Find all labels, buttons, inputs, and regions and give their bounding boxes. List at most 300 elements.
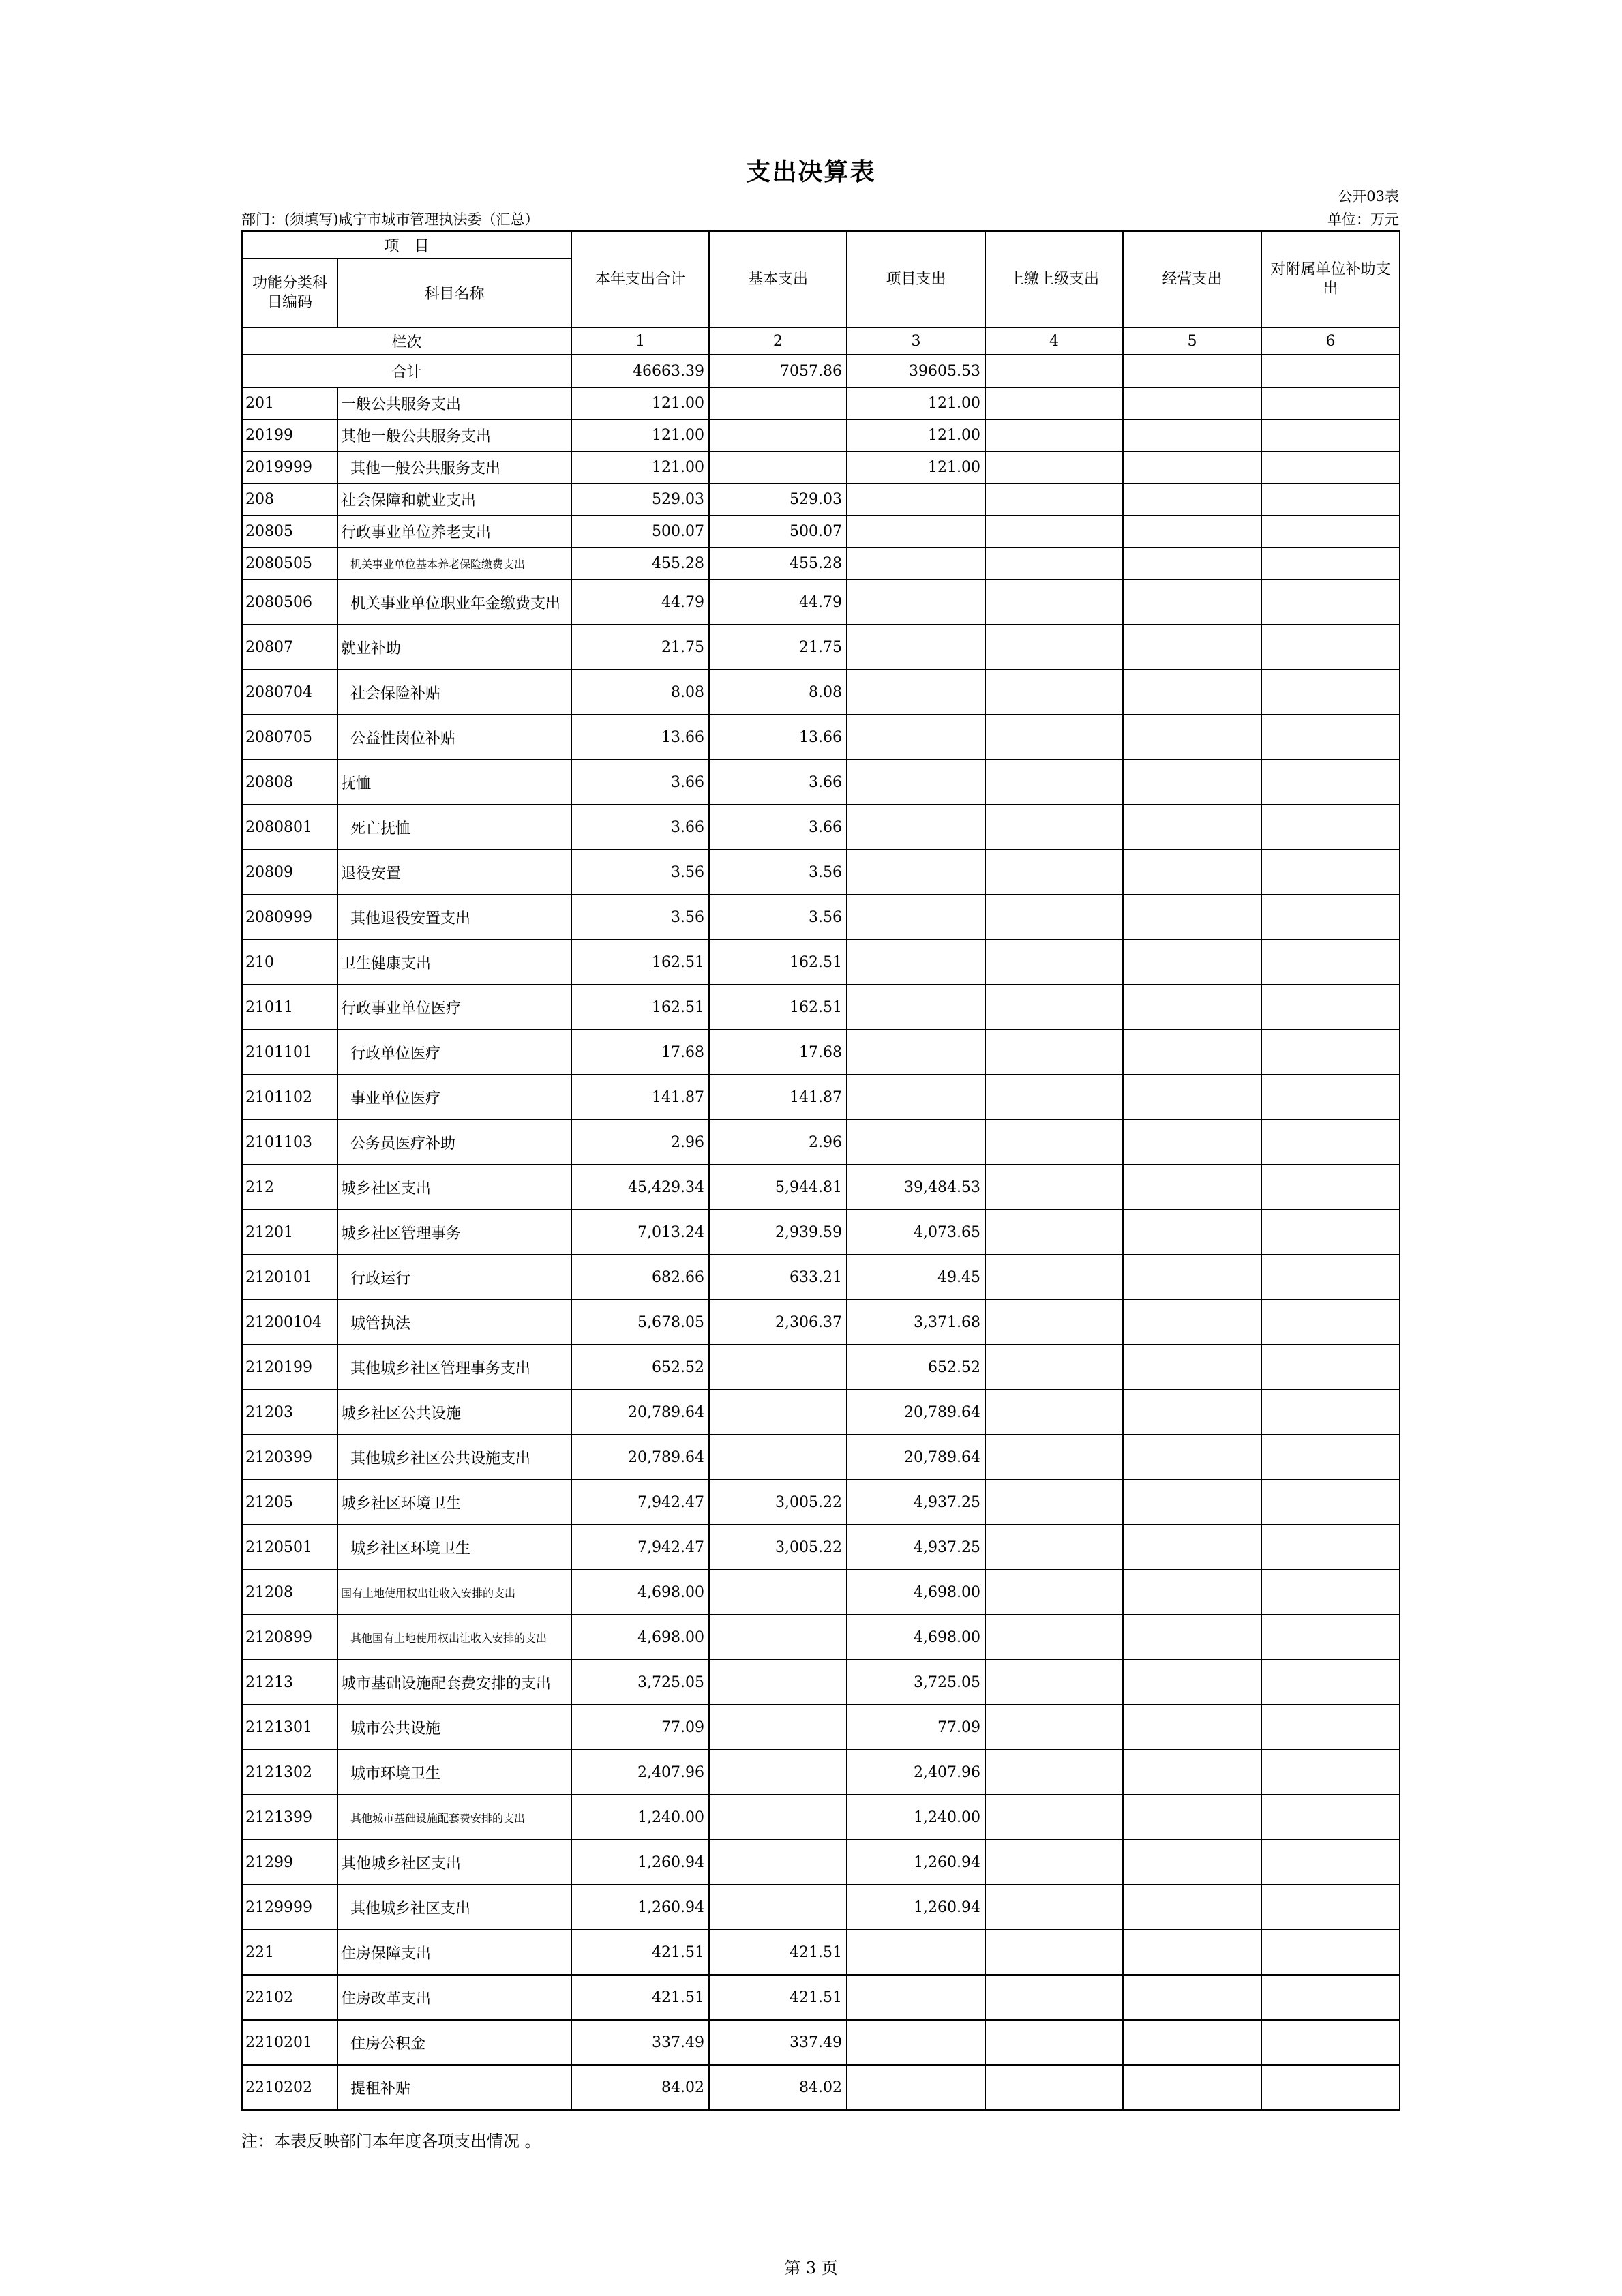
row-upper-value <box>985 1030 1123 1075</box>
row-total-value: 121.00 <box>571 387 709 419</box>
row-basic-value: 5,944.81 <box>709 1165 847 1210</box>
row-upper-value <box>985 1930 1123 1975</box>
row-project-value <box>847 805 985 850</box>
table-row <box>242 715 1400 760</box>
row-business-value <box>1123 805 1261 850</box>
row-subsidy-value <box>1261 1660 1400 1705</box>
row-upper-value <box>985 1480 1123 1525</box>
table-row <box>242 2020 1400 2065</box>
row-upper-value <box>985 1120 1123 1165</box>
row-basic-value <box>709 1435 847 1480</box>
row-subsidy-value <box>1261 1885 1400 1930</box>
row-upper-value <box>985 1435 1123 1480</box>
row-business-value <box>1123 1975 1261 2020</box>
row-upper-value <box>985 1165 1123 1210</box>
row-name: 其他城市基础设施配套费安排的支出 <box>337 1795 571 1840</box>
column-number-row <box>242 327 1400 355</box>
row-total-value: 421.51 <box>571 1930 709 1975</box>
row-name: 住房公积金 <box>337 2020 571 2065</box>
column-number-5: 5 <box>1123 327 1261 355</box>
row-total-value: 1,260.94 <box>571 1885 709 1930</box>
row-basic-value <box>709 1750 847 1795</box>
row-business-value <box>1123 516 1261 548</box>
table-row <box>242 1300 1400 1345</box>
row-name: 城乡社区支出 <box>337 1165 571 1210</box>
row-code: 2080505 <box>242 548 337 580</box>
row-project-value <box>847 715 985 760</box>
row-name: 城市环境卫生 <box>337 1750 571 1795</box>
row-project-value: 39,484.53 <box>847 1165 985 1210</box>
row-code: 2120399 <box>242 1435 337 1480</box>
row-total-value: 121.00 <box>571 419 709 451</box>
row-code: 2120199 <box>242 1345 337 1390</box>
row-name: 社会保险补贴 <box>337 670 571 715</box>
row-code: 21200104 <box>242 1300 337 1345</box>
row-business-value <box>1123 387 1261 419</box>
header-basic: 基本支出 <box>709 231 847 327</box>
row-business-value <box>1123 580 1261 625</box>
row-total-value: 44.79 <box>571 580 709 625</box>
row-total-value: 20,789.64 <box>571 1435 709 1480</box>
row-name: 其他城乡社区管理事务支出 <box>337 1345 571 1390</box>
total-business <box>1123 355 1261 387</box>
table-row <box>242 1750 1400 1795</box>
table-row <box>242 1660 1400 1705</box>
row-total-value: 162.51 <box>571 985 709 1030</box>
header-project: 项目支出 <box>847 231 985 327</box>
row-code: 21208 <box>242 1570 337 1615</box>
row-upper-value <box>985 548 1123 580</box>
row-project-value <box>847 670 985 715</box>
row-basic-value <box>709 1615 847 1660</box>
row-name: 国有土地使用权出让收入安排的支出 <box>337 1570 571 1615</box>
row-basic-value: 337.49 <box>709 2020 847 2065</box>
column-number-1: 1 <box>571 327 709 355</box>
row-code: 20807 <box>242 625 337 670</box>
total-subsidy <box>1261 355 1400 387</box>
row-total-value: 7,013.24 <box>571 1210 709 1255</box>
row-project-value: 49.45 <box>847 1255 985 1300</box>
row-total-value: 529.03 <box>571 483 709 516</box>
row-code: 2210201 <box>242 2020 337 2065</box>
table-row <box>242 850 1400 895</box>
row-total-value: 1,240.00 <box>571 1795 709 1840</box>
row-business-value <box>1123 1255 1261 1300</box>
row-upper-value <box>985 1345 1123 1390</box>
row-total-value: 337.49 <box>571 2020 709 2065</box>
row-basic-value <box>709 419 847 451</box>
row-code: 21205 <box>242 1480 337 1525</box>
row-business-value <box>1123 985 1261 1030</box>
table-row <box>242 1120 1400 1165</box>
row-subsidy-value <box>1261 1750 1400 1795</box>
row-total-value: 3,725.05 <box>571 1660 709 1705</box>
row-name: 城乡社区环境卫生 <box>337 1480 571 1525</box>
table-note: 注：本表反映部门本年度各项支出情况 。 <box>241 2132 541 2151</box>
row-business-value <box>1123 1885 1261 1930</box>
row-upper-value <box>985 850 1123 895</box>
row-project-value: 121.00 <box>847 387 985 419</box>
row-total-value: 2,407.96 <box>571 1750 709 1795</box>
row-code: 21299 <box>242 1840 337 1885</box>
row-upper-value <box>985 451 1123 483</box>
row-total-value: 13.66 <box>571 715 709 760</box>
row-basic-value: 421.51 <box>709 1930 847 1975</box>
row-total-value: 4,698.00 <box>571 1570 709 1615</box>
row-business-value <box>1123 1570 1261 1615</box>
row-total-value: 45,429.34 <box>571 1165 709 1210</box>
row-basic-value <box>709 1840 847 1885</box>
row-subsidy-value <box>1261 1615 1400 1660</box>
row-total-value: 500.07 <box>571 516 709 548</box>
row-project-value: 652.52 <box>847 1345 985 1390</box>
row-upper-value <box>985 387 1123 419</box>
row-subsidy-value <box>1261 516 1400 548</box>
row-total-value: 21.75 <box>571 625 709 670</box>
row-basic-value: 2,939.59 <box>709 1210 847 1255</box>
row-name: 机关事业单位职业年金缴费支出 <box>337 580 571 625</box>
row-code: 22102 <box>242 1975 337 2020</box>
page-number: 第 3 页 <box>784 2258 838 2278</box>
row-subsidy-value <box>1261 1210 1400 1255</box>
row-subsidy-value <box>1261 1705 1400 1750</box>
table-row <box>242 1525 1400 1570</box>
row-upper-value <box>985 2065 1123 2110</box>
row-business-value <box>1123 895 1261 940</box>
row-basic-value: 17.68 <box>709 1030 847 1075</box>
row-business-value <box>1123 1390 1261 1435</box>
row-subsidy-value <box>1261 1030 1400 1075</box>
row-total-value: 682.66 <box>571 1255 709 1300</box>
row-total-value: 7,942.47 <box>571 1525 709 1570</box>
row-code: 20805 <box>242 516 337 548</box>
header-item: 项 目 <box>242 231 571 258</box>
table-row <box>242 1075 1400 1120</box>
row-upper-value <box>985 1255 1123 1300</box>
header-code: 功能分类科目编码 <box>242 258 337 327</box>
row-code: 20199 <box>242 419 337 451</box>
table-row <box>242 1255 1400 1300</box>
table-row <box>242 419 1400 451</box>
row-upper-value <box>985 1750 1123 1795</box>
row-project-value: 121.00 <box>847 451 985 483</box>
row-business-value <box>1123 1435 1261 1480</box>
row-code: 2121302 <box>242 1750 337 1795</box>
table-row <box>242 670 1400 715</box>
row-project-value: 1,240.00 <box>847 1795 985 1840</box>
row-business-value <box>1123 2065 1261 2110</box>
row-business-value <box>1123 1300 1261 1345</box>
row-business-value <box>1123 1930 1261 1975</box>
row-name: 城市公共设施 <box>337 1705 571 1750</box>
table-row <box>242 1030 1400 1075</box>
row-upper-value <box>985 1570 1123 1615</box>
row-code: 21203 <box>242 1390 337 1435</box>
row-business-value <box>1123 1165 1261 1210</box>
table-row <box>242 1930 1400 1975</box>
row-code: 221 <box>242 1930 337 1975</box>
row-name: 城乡社区环境卫生 <box>337 1525 571 1570</box>
unit-label: 单位：万元 <box>1327 211 1399 228</box>
row-code: 2121301 <box>242 1705 337 1750</box>
row-business-value <box>1123 760 1261 805</box>
row-subsidy-value <box>1261 1075 1400 1120</box>
row-code: 21213 <box>242 1660 337 1705</box>
row-subsidy-value <box>1261 895 1400 940</box>
row-basic-value: 141.87 <box>709 1075 847 1120</box>
row-business-value <box>1123 850 1261 895</box>
row-total-value: 8.08 <box>571 670 709 715</box>
row-project-value <box>847 1075 985 1120</box>
row-upper-value <box>985 760 1123 805</box>
table-row <box>242 1435 1400 1480</box>
row-business-value <box>1123 940 1261 985</box>
row-project-value <box>847 985 985 1030</box>
row-business-value <box>1123 483 1261 516</box>
row-name: 机关事业单位基本养老保险缴费支出 <box>337 548 571 580</box>
row-subsidy-value <box>1261 1795 1400 1840</box>
row-name: 就业补助 <box>337 625 571 670</box>
table-row <box>242 483 1400 516</box>
row-business-value <box>1123 1345 1261 1390</box>
row-name: 提租补贴 <box>337 2065 571 2110</box>
row-upper-value <box>985 625 1123 670</box>
row-project-value: 4,698.00 <box>847 1615 985 1660</box>
column-number-3: 3 <box>847 327 985 355</box>
row-basic-value <box>709 1885 847 1930</box>
row-code: 210 <box>242 940 337 985</box>
row-project-value: 3,725.05 <box>847 1660 985 1705</box>
row-business-value <box>1123 1480 1261 1525</box>
row-total-value: 1,260.94 <box>571 1840 709 1885</box>
row-project-value <box>847 1975 985 2020</box>
row-total-value: 4,698.00 <box>571 1615 709 1660</box>
row-basic-value <box>709 1570 847 1615</box>
total-label: 合计 <box>242 355 571 387</box>
row-project-value: 77.09 <box>847 1705 985 1750</box>
row-subsidy-value <box>1261 2065 1400 2110</box>
row-code: 2080705 <box>242 715 337 760</box>
row-business-value <box>1123 548 1261 580</box>
total-project: 39605.53 <box>847 355 985 387</box>
row-basic-value: 529.03 <box>709 483 847 516</box>
row-project-value: 4,073.65 <box>847 1210 985 1255</box>
row-code: 2080506 <box>242 580 337 625</box>
table-row <box>242 805 1400 850</box>
row-subsidy-value <box>1261 419 1400 451</box>
table-row <box>242 625 1400 670</box>
row-business-value <box>1123 1705 1261 1750</box>
row-code: 2120899 <box>242 1615 337 1660</box>
row-basic-value <box>709 1390 847 1435</box>
column-number-label: 栏次 <box>242 327 571 355</box>
row-upper-value <box>985 985 1123 1030</box>
row-code: 20808 <box>242 760 337 805</box>
row-subsidy-value <box>1261 387 1400 419</box>
row-project-value: 3,371.68 <box>847 1300 985 1345</box>
row-basic-value <box>709 387 847 419</box>
row-basic-value: 162.51 <box>709 940 847 985</box>
row-project-value <box>847 940 985 985</box>
row-name: 城乡社区管理事务 <box>337 1210 571 1255</box>
row-name: 城乡社区公共设施 <box>337 1390 571 1435</box>
form-code: 公开03表 <box>1338 188 1399 205</box>
row-name: 公益性岗位补贴 <box>337 715 571 760</box>
row-subsidy-value <box>1261 483 1400 516</box>
row-subsidy-value <box>1261 548 1400 580</box>
row-basic-value: 3.66 <box>709 805 847 850</box>
row-name: 一般公共服务支出 <box>337 387 571 419</box>
table-row <box>242 1390 1400 1435</box>
header-subsidy: 对附属单位补助支出 <box>1261 231 1400 327</box>
row-upper-value <box>985 1390 1123 1435</box>
row-total-value: 455.28 <box>571 548 709 580</box>
column-number-2: 2 <box>709 327 847 355</box>
header-name: 科目名称 <box>337 258 571 327</box>
row-subsidy-value <box>1261 760 1400 805</box>
table-row <box>242 985 1400 1030</box>
row-code: 2120101 <box>242 1255 337 1300</box>
row-upper-value <box>985 1795 1123 1840</box>
row-name: 城管执法 <box>337 1300 571 1345</box>
row-total-value: 17.68 <box>571 1030 709 1075</box>
row-subsidy-value <box>1261 2020 1400 2065</box>
row-upper-value <box>985 1840 1123 1885</box>
table-row <box>242 1480 1400 1525</box>
row-business-value <box>1123 419 1261 451</box>
row-business-value <box>1123 1210 1261 1255</box>
row-project-value <box>847 548 985 580</box>
row-total-value: 121.00 <box>571 451 709 483</box>
row-project-value: 1,260.94 <box>847 1840 985 1885</box>
row-subsidy-value <box>1261 850 1400 895</box>
table-row <box>242 516 1400 548</box>
row-project-value <box>847 483 985 516</box>
row-code: 2121399 <box>242 1795 337 1840</box>
row-code: 21011 <box>242 985 337 1030</box>
row-code: 2080704 <box>242 670 337 715</box>
row-basic-value <box>709 1705 847 1750</box>
row-business-value <box>1123 1030 1261 1075</box>
department-label: 部门：(须填写)咸宁市城市管理执法委（汇总） <box>241 211 539 228</box>
row-subsidy-value <box>1261 451 1400 483</box>
row-subsidy-value <box>1261 1435 1400 1480</box>
row-code: 208 <box>242 483 337 516</box>
row-name: 城市基础设施配套费安排的支出 <box>337 1660 571 1705</box>
row-basic-value: 84.02 <box>709 2065 847 2110</box>
row-name: 退役安置 <box>337 850 571 895</box>
row-business-value <box>1123 2020 1261 2065</box>
row-basic-value: 2.96 <box>709 1120 847 1165</box>
table-row <box>242 387 1400 419</box>
row-basic-value: 162.51 <box>709 985 847 1030</box>
header-upper: 上缴上级支出 <box>985 231 1123 327</box>
row-upper-value <box>985 1075 1123 1120</box>
row-total-value: 652.52 <box>571 1345 709 1390</box>
row-basic-value: 455.28 <box>709 548 847 580</box>
row-project-value: 1,260.94 <box>847 1885 985 1930</box>
row-basic-value <box>709 451 847 483</box>
row-basic-value: 3.66 <box>709 760 847 805</box>
row-name: 死亡抚恤 <box>337 805 571 850</box>
table-row <box>242 1705 1400 1750</box>
row-project-value <box>847 850 985 895</box>
row-project-value <box>847 1120 985 1165</box>
row-code: 2210202 <box>242 2065 337 2110</box>
row-upper-value <box>985 805 1123 850</box>
row-code: 21201 <box>242 1210 337 1255</box>
row-subsidy-value <box>1261 1345 1400 1390</box>
row-total-value: 141.87 <box>571 1075 709 1120</box>
row-upper-value <box>985 516 1123 548</box>
table-row <box>242 580 1400 625</box>
row-business-value <box>1123 451 1261 483</box>
row-subsidy-value <box>1261 1255 1400 1300</box>
row-upper-value <box>985 895 1123 940</box>
row-name: 行政单位医疗 <box>337 1030 571 1075</box>
row-upper-value <box>985 1975 1123 2020</box>
row-basic-value: 500.07 <box>709 516 847 548</box>
row-project-value <box>847 760 985 805</box>
row-subsidy-value <box>1261 1300 1400 1345</box>
row-code: 2120501 <box>242 1525 337 1570</box>
row-name: 其他国有土地使用权出让收入安排的支出 <box>337 1615 571 1660</box>
row-upper-value <box>985 580 1123 625</box>
row-code: 2101101 <box>242 1030 337 1075</box>
row-project-value <box>847 895 985 940</box>
row-upper-value <box>985 1300 1123 1345</box>
header-row-item <box>242 231 1400 258</box>
row-upper-value <box>985 1705 1123 1750</box>
row-project-value: 4,698.00 <box>847 1570 985 1615</box>
row-basic-value: 13.66 <box>709 715 847 760</box>
table-row <box>242 1570 1400 1615</box>
row-total-value: 3.56 <box>571 895 709 940</box>
row-project-value: 4,937.25 <box>847 1525 985 1570</box>
row-basic-value <box>709 1345 847 1390</box>
row-upper-value <box>985 1615 1123 1660</box>
table-row <box>242 1795 1400 1840</box>
row-project-value: 4,937.25 <box>847 1480 985 1525</box>
row-basic-value: 3,005.22 <box>709 1480 847 1525</box>
row-basic-value: 8.08 <box>709 670 847 715</box>
row-subsidy-value <box>1261 1840 1400 1885</box>
row-subsidy-value <box>1261 1930 1400 1975</box>
row-upper-value <box>985 670 1123 715</box>
row-upper-value <box>985 483 1123 516</box>
row-upper-value <box>985 2020 1123 2065</box>
table-row <box>242 940 1400 985</box>
row-name: 其他退役安置支出 <box>337 895 571 940</box>
row-basic-value: 3,005.22 <box>709 1525 847 1570</box>
row-business-value <box>1123 1750 1261 1795</box>
row-name: 行政事业单位养老支出 <box>337 516 571 548</box>
row-project-value: 2,407.96 <box>847 1750 985 1795</box>
row-upper-value <box>985 1210 1123 1255</box>
row-subsidy-value <box>1261 1480 1400 1525</box>
row-subsidy-value <box>1261 1975 1400 2020</box>
total-sum: 46663.39 <box>571 355 709 387</box>
row-subsidy-value <box>1261 985 1400 1030</box>
row-business-value <box>1123 715 1261 760</box>
table-row <box>242 451 1400 483</box>
row-total-value: 5,678.05 <box>571 1300 709 1345</box>
total-upper <box>985 355 1123 387</box>
row-basic-value: 3.56 <box>709 895 847 940</box>
row-business-value <box>1123 1660 1261 1705</box>
row-code: 2129999 <box>242 1885 337 1930</box>
row-subsidy-value <box>1261 1120 1400 1165</box>
